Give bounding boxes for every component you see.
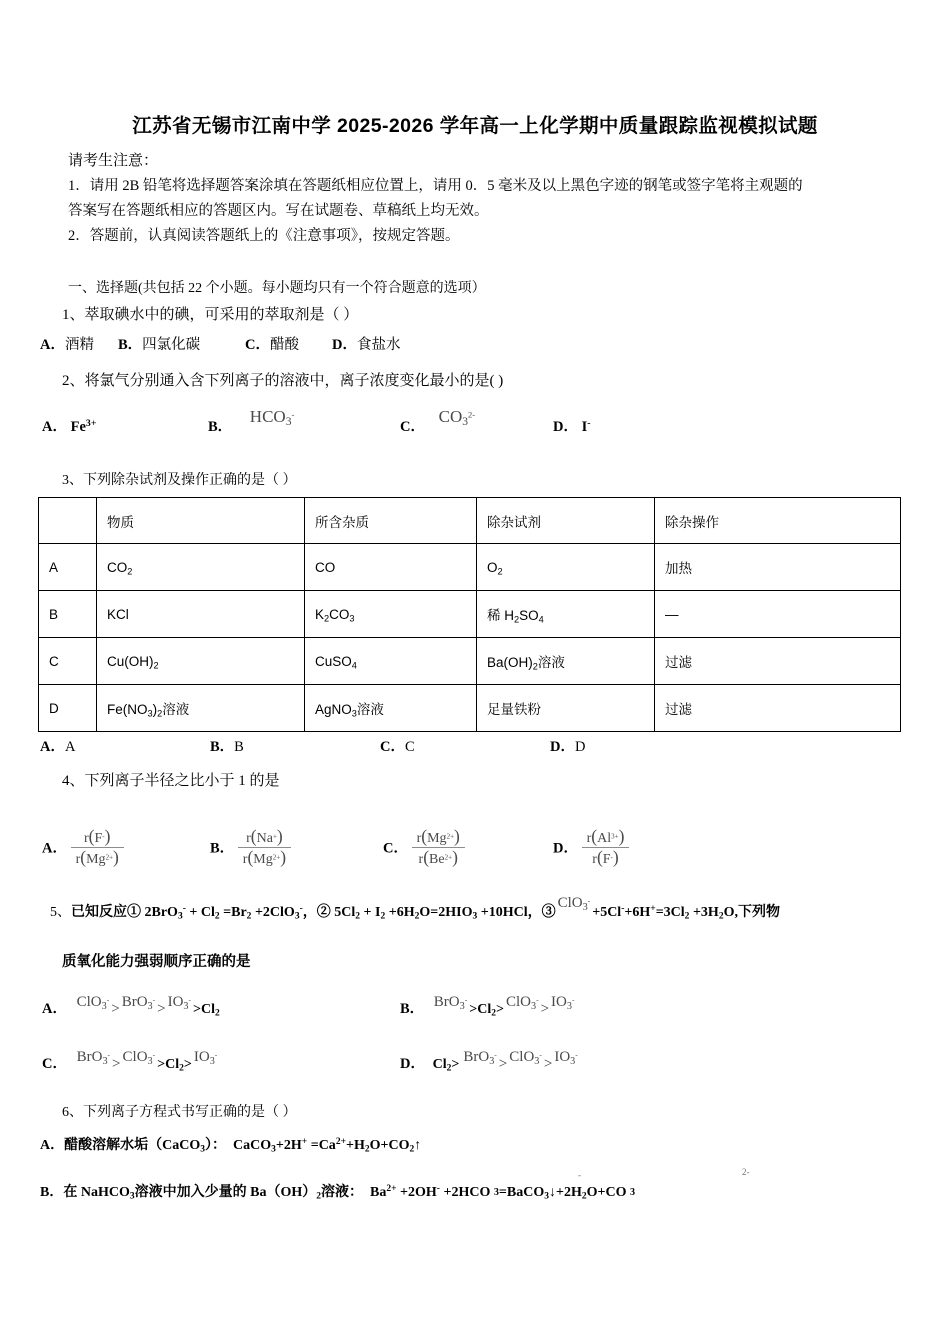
notice-line-3: 2．答题前，认真阅读答题纸上的《注意事项》，按规定答题。	[68, 228, 460, 244]
question-4-options	[40, 805, 920, 875]
question-3-stem: 3、下列除杂试剂及操作正确的是（ ）	[62, 473, 297, 488]
q3-option-b[interactable]: B．B	[210, 739, 244, 755]
notice-line-2: 答案写在答题纸相应的答题区内。写在试题卷、草稿纸上均无效。	[68, 203, 489, 219]
question-4-number: 4、	[62, 773, 85, 789]
cell-operation: 过滤	[655, 685, 901, 732]
q4-fraction-c: $\frac{r(Mg^{2+})}{r(Be^{2+})}$	[412, 827, 465, 867]
q4-fraction-d: $\frac{r(Al^{3+})}{r(F^-)}$	[582, 827, 630, 867]
q1-option-b[interactable]: B．四氯化碳	[118, 337, 201, 353]
cell-substance: $CO_2$	[97, 544, 305, 591]
q2-option-d[interactable]: D． I-	[553, 417, 591, 435]
q5-option-d[interactable]: D． $Cl_2> BrO_3^-> ClO_3^-> IO_3^-$	[400, 1049, 578, 1074]
cell-impurity: CO	[305, 544, 477, 591]
q1-option-a[interactable]: A．酒精	[40, 337, 94, 353]
q2-option-a[interactable]: A． $Fe^{3+}$	[42, 417, 97, 435]
table-header-row	[39, 498, 901, 544]
impurity-removal-table	[38, 497, 901, 732]
th-key	[39, 498, 97, 544]
q1-option-d[interactable]: D．食盐水	[332, 337, 401, 353]
q3-option-c[interactable]: C．C	[380, 739, 415, 755]
question-5-number: 5、	[50, 905, 71, 920]
impurity-removal-table-wrap	[38, 497, 900, 732]
question-5-stem-line-1: 5、已知反应① $2BrO_3^- + Cl_2 =Br_2 +2ClO_3^-$，② $5Cl_2 + I_2 +6H_2O=2HIO_3 +10HCl$，$③ClO_3^-+5Cl^-+6H^+=3Cl_2 +3H_2O$,下列物	[50, 895, 780, 922]
q5-option-c[interactable]: C． $BrO_3^-> ClO_3^->Cl_2> IO_3^-$	[42, 1049, 218, 1074]
cell-operation: —	[655, 591, 901, 638]
q5-option-b[interactable]: B． $BrO_3^->Cl_2> ClO_3^-> IO_3^-$	[400, 994, 575, 1019]
page-title: 江苏省无锡市江南中学 2025-2026 学年高一上化学期中质量跟踪监视模拟试题	[132, 115, 818, 137]
cell-reagent: 足量铁粉	[477, 685, 655, 732]
question-1-options	[40, 333, 920, 357]
question-2-number: 2、	[62, 373, 85, 389]
question-2-options	[40, 407, 920, 442]
question-2-stem: 2、将氯气分别通入含下列离子的溶液中，离子浓度变化最小的是( )	[62, 373, 504, 389]
q4-fraction-a: $\frac{r(F^-)}{r(Mg^{2+})}$	[71, 827, 124, 867]
cell-operation: 加热	[655, 544, 901, 591]
section-heading: 一、选择题(共包括 22 个小题。每小题均只有一个符合题意的选项）	[68, 281, 486, 296]
cell-substance: KCl	[97, 591, 305, 638]
q1-option-c[interactable]: C．醋酸	[245, 337, 299, 353]
q6-option-a[interactable]: A．醋酸溶解水垢（CaCO$_3$）： CaCO$_3$+2H+ $=Ca^{2+}+H_2O+CO_2↑$	[40, 1137, 422, 1155]
th-substance: 物质	[97, 498, 305, 544]
q6-option-b[interactable]: B．在 NaHCO$_3$溶液中加入少量的 $Ba(OH)_2$溶液： $Ba^{2+} +2OH^- +2HCO$ $^3=BaCO_3↓+2H_2O+CO$ $^3$	[40, 1184, 636, 1202]
question-5-options-row-1	[40, 985, 920, 1025]
question-1-stem: 1、萃取碘水中的碘，可采用的萃取剂是（ ）	[62, 307, 359, 323]
q4-option-a[interactable]: A． $\frac{r(F^-)}{r(Mg^{2+})}$	[42, 827, 124, 867]
table-row	[39, 544, 901, 591]
stray-minus-mark-icon: -	[578, 1170, 581, 1180]
cell-key: D	[39, 685, 97, 732]
question-3-number: 3、	[62, 473, 83, 488]
q2-option-c[interactable]: C． $CO_3^{2-}$	[400, 407, 476, 435]
q4-option-d[interactable]: D． $\frac{r(Al^{3+})}{r(F^-)}$	[553, 827, 629, 867]
q2-option-b[interactable]: B． $HCO_3^-$	[208, 407, 295, 435]
notice-heading: 请考生注意：	[68, 152, 159, 169]
cell-reagent: $Ba(OH)_2$溶液	[477, 638, 655, 685]
notice-line-1: 1．请用 2B 铅笔将选择题答案涂填在答题纸相应位置上，请用 0．5 毫米及以上黑色字迹的钢笔或签字笔将主观题的	[68, 178, 803, 194]
question-6-stem: 6、下列离子方程式书写正确的是（ ）	[62, 1105, 297, 1120]
q4-fraction-b: $\frac{r(Na^+)}{r(Mg^{2+})}$	[238, 827, 291, 867]
cell-key: B	[39, 591, 97, 638]
cell-impurity: AgNO$_3$溶液	[305, 685, 477, 732]
table-row	[39, 685, 901, 732]
cell-operation: 过滤	[655, 638, 901, 685]
question-5-options-row-2	[40, 1040, 920, 1080]
cell-reagent: $O_2$	[477, 544, 655, 591]
table-row	[39, 591, 901, 638]
th-reagent: 除杂试剂	[477, 498, 655, 544]
question-6-number: 6、	[62, 1105, 83, 1120]
q3-option-d[interactable]: D．D	[550, 739, 586, 755]
cell-reagent: 稀 $H_2SO_4$	[477, 591, 655, 638]
cell-substance: $Fe(NO_3)_2$溶液	[97, 685, 305, 732]
cell-substance: $Cu(OH)_2$	[97, 638, 305, 685]
cell-key: C	[39, 638, 97, 685]
cell-impurity: $K_2CO_3$	[305, 591, 477, 638]
question-4-stem: 4、下列离子半径之比小于 1 的是	[62, 773, 280, 789]
question-5-stem-line-2: 质氧化能力强弱顺序正确的是	[62, 954, 251, 970]
th-impurity: 所含杂质	[305, 498, 477, 544]
q4-option-c[interactable]: C． $\frac{r(Mg^{2+})}{r(Be^{2+})}$	[383, 827, 465, 867]
q3-option-a[interactable]: A．A	[40, 739, 76, 755]
stray-charge-mark-icon: 2-	[742, 1167, 750, 1177]
question-3-options	[40, 735, 920, 757]
q5-option-a[interactable]: A． $ClO_3^-> BrO_3^-> IO_3^->Cl_2$	[42, 994, 220, 1019]
cell-impurity: CuSO$_4$	[305, 638, 477, 685]
th-operation: 除杂操作	[655, 498, 901, 544]
q4-option-b[interactable]: B． $\frac{r(Na^+)}{r(Mg^{2+})}$	[210, 827, 291, 867]
table-row	[39, 638, 901, 685]
question-1-number: 1、	[62, 307, 85, 323]
cell-key: A	[39, 544, 97, 591]
